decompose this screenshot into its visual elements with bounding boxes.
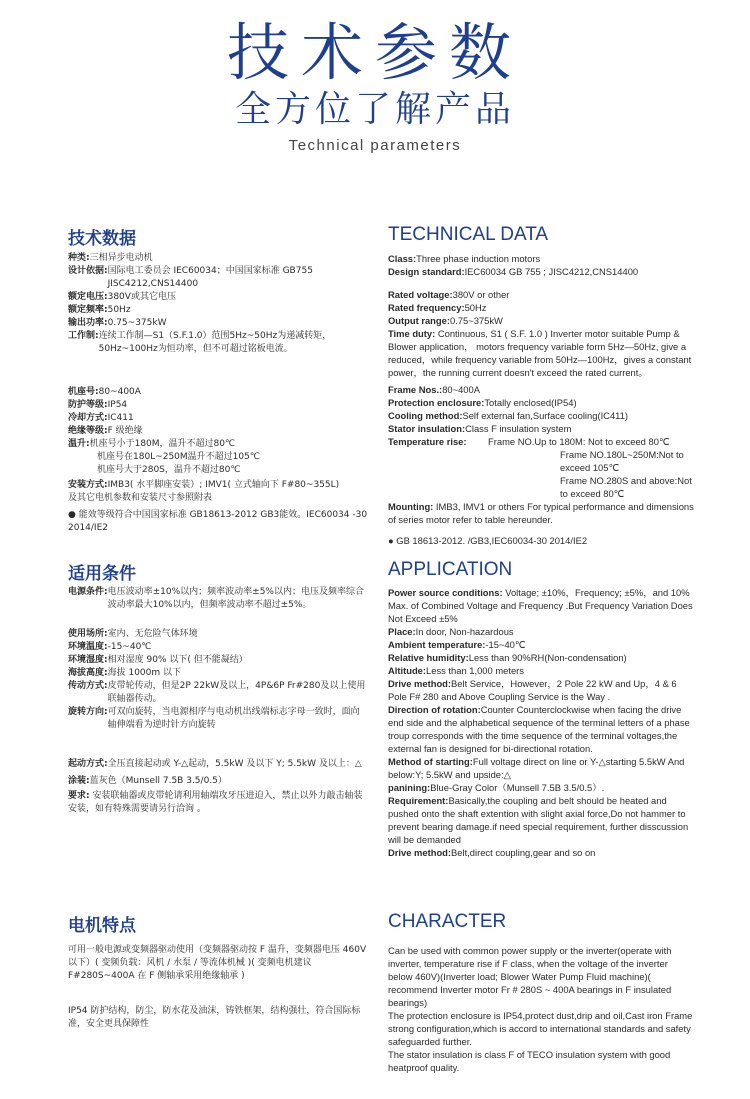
power-value-cn: 电压波动率±10%以内；频率波动率±5%以内；电压及频率综合波动率最大10%以内，但频率波动率不超过±5%。 — [107, 587, 364, 610]
require-label-cn: 要求: — [68, 791, 90, 801]
spec-value: 相对湿度 90% 以下( 但不能凝结） — [107, 655, 248, 665]
spec-row — [68, 425, 368, 438]
mounting-label-cn: 安装方式: — [68, 480, 108, 490]
spec-label: Rated voltage: — [388, 289, 453, 300]
time-duty-value: Continuous, S1 ( S.F. 1.0 ) Inverter motor suitable Pump & Blower application， motors frequency variable form 5Hz—50Hz, give a reduced，while frequency variable from 50Hz—100Hz，gives a constant power，the running current doesn't exceed the rated current。 — [388, 328, 692, 378]
spec-value: 0.75~375kW — [107, 318, 167, 328]
spec-value: Less than 90%RH(Non-condensation) — [468, 652, 627, 663]
spec-value: 国际电工委员会 IEC60034；中国国家标准 GB755 JISC4212,CNS14400 — [107, 266, 313, 289]
spec-label: 传动方式: — [68, 681, 108, 691]
spec-row — [68, 628, 368, 641]
spec-row — [68, 252, 368, 265]
paint-row-cn — [68, 775, 368, 788]
spec-row — [388, 396, 694, 409]
mounting-value-cn: IMB3( 水平脚座安装）; IMV1( 立式轴向下 F#80~355L) — [107, 480, 340, 490]
temp-rise-row-en — [388, 435, 694, 500]
spec-label: 冷却方式: — [68, 413, 108, 423]
spec-label: Frame Nos.: — [388, 384, 443, 395]
spec-value: In door, Non-hazardous — [415, 626, 514, 637]
spec-label: Output range: — [388, 315, 450, 326]
spec-value: Totally enclosed(IP54) — [484, 397, 577, 408]
spec-label: 绝缘等级: — [68, 426, 108, 436]
spec-row — [388, 781, 694, 794]
spec-label: 环境湿度: — [68, 655, 108, 665]
tech-heading-cn: 技术数据 — [68, 229, 136, 249]
spec-row — [68, 706, 368, 732]
char-cn-p2: IP54 防护结构，防尘，防水花及油沫，铸铁框架，结构强壮，符合国际标准，安全更具保障性 — [68, 1006, 361, 1029]
spec-value: Less than 1,000 meters — [426, 665, 524, 676]
temp-rise-label-en: Temperature rise: — [388, 436, 467, 447]
spec-value: Three phase induction motors — [416, 253, 541, 264]
spec-row — [388, 265, 694, 278]
spec-label: 工作制: — [68, 331, 99, 341]
spec-row — [388, 703, 694, 755]
spec-label: 种类: — [68, 253, 90, 263]
spec-row — [68, 412, 368, 425]
mounting-value-en: IMB3, IMV1 or others For typical performance and dimensions of series motor refer to table hereunder. — [388, 501, 694, 525]
spec-row — [388, 383, 694, 396]
spec-row — [68, 399, 368, 412]
spec-value: IC411 — [107, 413, 134, 423]
spec-value: 0.75~375kW — [449, 315, 503, 326]
power-en — [388, 586, 694, 625]
power-label-en: Power source conditions: — [388, 587, 503, 598]
char-heading-en: CHARACTER — [388, 911, 507, 932]
spec-label: Protection enclosure: — [388, 397, 485, 408]
spec-row — [388, 252, 694, 265]
start-value-cn: 全压直接起动或 Y-△起动，5.5kW 及以下 Y; 5.5kW 及以上：△ — [107, 759, 362, 769]
char-cn — [68, 944, 368, 1031]
char-en-p1: Can be used with common power supply or the inverter(operate with inverter, temperature rise if F class, when the voltage of the inverter below 460V)(Inverter load; Blower Water Pump Fluid machine)( recommend Inverter motor Fr # 280S ~ 400A bearings in F insulated bearings) — [388, 945, 672, 1008]
paint-label-cn: 涂装: — [68, 776, 90, 786]
spec-label: 设计依据: — [68, 266, 108, 276]
page-subtitle-en: Technical parameters — [288, 137, 462, 154]
spec-value: F 级绝缘 — [107, 426, 143, 436]
spec-row — [68, 667, 368, 680]
spec-label: 旋转方向: — [68, 707, 108, 717]
spec-row — [68, 317, 368, 330]
spec-label: 输出功率: — [68, 318, 108, 328]
tech-heading-en: TECHNICAL DATA — [388, 224, 549, 245]
spec-value: 三相异步电动机 — [89, 253, 153, 263]
spec-value: Self external fan,Surface cooling(IC411) — [462, 410, 629, 421]
power-row-cn — [68, 586, 368, 612]
spec-value: 80~400A — [98, 387, 141, 397]
char-en-p2: The protection enclosure is IP54,protect dust,drip and oil,Cast iron Frame strong configuration,which is accord to international standards and safety safeguarded further. — [388, 1010, 693, 1047]
spec-row — [68, 641, 368, 654]
char-en — [388, 944, 694, 1074]
spec-label: Design standard: — [388, 266, 465, 277]
mounting-en — [388, 500, 694, 526]
char-heading-cn: 电机特点 — [68, 916, 136, 936]
tech-data-en — [388, 252, 694, 547]
spec-row — [68, 654, 368, 667]
temp-extra-1: 机座号在180L~250M温升不超过105℃ — [97, 452, 260, 462]
mounting-row-cn — [68, 479, 368, 492]
page-title: 技术参数 — [226, 16, 523, 89]
spec-label: 额定电压: — [68, 292, 108, 302]
spec-value: -15~40℃ — [107, 642, 152, 652]
spec-row — [68, 265, 368, 291]
spec-row — [388, 755, 694, 781]
spec-label: Relative humidity: — [388, 652, 469, 663]
require-value-cn: 安装联轴器或皮带轮请利用轴端攻牙压进迫入，禁止以外力敲击轴装安装，如有特殊需要请另行洽询 。 — [68, 791, 363, 814]
spec-value: 可双向旋转，当电源相序与电动机出线端标志字母一致时，面向轴伸端看为逆时针方向旋转 — [107, 707, 360, 730]
temp-line-3: Frame NO.280S and above:Not to exceed 80℃ — [560, 475, 692, 499]
spec-label: panining: — [388, 782, 431, 793]
require-cn — [68, 790, 368, 816]
spec-value: 50Hz — [464, 302, 487, 313]
temp-line-2: Frame NO.180L~250M:Not to exceed 105℃ — [560, 449, 684, 473]
spec-label: Place: — [388, 626, 416, 637]
spec-value: Full voltage direct on line or Y-△starting 5.5kW And below:Y; 5.5kW and upside:△ — [388, 756, 685, 780]
spec-row — [68, 386, 368, 399]
spec-label: Rated frequency: — [388, 302, 465, 313]
spec-label: 机座号: — [68, 387, 99, 397]
app-en — [388, 586, 694, 859]
spec-value: 50Hz — [107, 305, 131, 315]
app-heading-en: APPLICATION — [388, 559, 513, 580]
spec-value: 连续工作制—S1（S.F.1.0）范围5Hz~50Hz为递减转矩，50Hz~100Hz为恒功率，但不可超过铭板电流。 — [98, 331, 332, 354]
spec-value: Belt,direct coupling,gear and so on — [451, 847, 596, 858]
spec-value: Belt Service，However，2 Pole 22 kW and Up，4 & 6 Pole F# 280 and Above Coupling Service is the Way . — [388, 678, 677, 702]
spec-row — [388, 314, 694, 327]
power-label-cn: 电源条件: — [68, 587, 108, 597]
spec-value: Class F insulation system — [465, 423, 572, 434]
temp-line-1: Frame NO.Up to 180M: Not to exceed 80℃ — [488, 436, 670, 447]
spec-value: IP54 — [107, 400, 128, 410]
spec-label: 海拔高度: — [68, 668, 108, 678]
tech-data-cn — [68, 252, 368, 535]
spec-row — [388, 422, 694, 435]
spec-label: Drive method: — [388, 678, 452, 689]
spec-label: Drive method: — [388, 847, 452, 858]
spec-row — [388, 625, 694, 638]
time-duty-en — [388, 327, 694, 379]
spec-row — [388, 664, 694, 677]
app-heading-cn: 适用条件 — [68, 564, 136, 584]
spec-row — [68, 291, 368, 304]
spec-value: -15~40℃ — [485, 639, 526, 650]
spec-row — [388, 638, 694, 651]
paint-value-cn: 蓝灰色（Munsell 7.5B 3.5/0.5） — [89, 776, 227, 786]
spec-row — [388, 846, 694, 859]
spec-label: 环境温度: — [68, 642, 108, 652]
spec-label: 使用场所: — [68, 629, 108, 639]
spec-label: Direction of rotation: — [388, 704, 481, 715]
spec-value: 80~400A — [442, 384, 480, 395]
spec-value: IEC60034 GB 755 ; JISC4212,CNS14400 — [464, 266, 639, 277]
spec-value: 海拔 1000m 以下 — [107, 668, 182, 678]
spec-row — [388, 794, 694, 846]
spec-row — [388, 651, 694, 664]
power-value-en: Voltage; ±10%，Frequency; ±5%，and 10% Max. of Combined Voltage and Frequency .But Frequency Variation Does Not Exceed ±5% — [388, 587, 693, 624]
spec-row — [388, 677, 694, 703]
spec-row — [388, 301, 694, 314]
page-subtitle-cn: 全方位了解产品 — [234, 89, 515, 130]
spec-row — [388, 288, 694, 301]
spec-label: Ambient temperature: — [388, 639, 486, 650]
start-row-cn — [68, 758, 368, 771]
char-en-p3: The stator insulation is class F of TECO insulation system with good heatproof quality. — [388, 1049, 671, 1073]
spec-value: 室内、无危险气体环境 — [107, 629, 198, 639]
time-duty-label: Time duty: — [388, 328, 436, 339]
spec-value: 380V or other — [452, 289, 510, 300]
spec-label: Requirement: — [388, 795, 449, 806]
spec-value: 380V或其它电压 — [107, 292, 176, 302]
efficiency-en: ● GB 18613-2012. /GB3,IEC60034-30 2014/IE2 — [388, 534, 694, 547]
spec-label: 额定频率: — [68, 305, 108, 315]
spec-label: 防护等级: — [68, 400, 108, 410]
spec-value: Counter Counterclockwise when facing the drive end side and the alphabetical sequence of the terminal letters of a phase troup corresponds with the time sequence of the terminal voltages,the external fan is designed for bi-directional rotation. — [388, 704, 690, 754]
start-label-cn: 起动方式: — [68, 759, 108, 769]
spec-value: 机座号小于180M，温升不超过80℃ — [89, 439, 236, 449]
spec-label: 温升: — [68, 439, 90, 449]
spec-label: Stator insulation: — [388, 423, 466, 434]
spec-label: Altitude: — [388, 665, 427, 676]
temp-extra-2: 机座号大于280S，温升不超过80℃ — [97, 465, 241, 475]
mounting-more-cn: 及其它电机参数和安装尺寸参照附表 — [68, 493, 213, 503]
spec-label: Class: — [388, 253, 417, 264]
char-cn-p1: 可用一般电源或变频器驱动使用（变频器驱动按 F 温升，变频器电压 460V 以下）( 变频负载：风机 / 水泵 / 等流体机械 )( 变频电机建议 F#280S~400A 在 F 侧轴承采用绝缘轴承 ) — [68, 945, 367, 981]
spec-row — [68, 330, 368, 356]
spec-row — [68, 438, 368, 451]
spec-value: Blue-Gray Color（Munsell 7.5B 3.5/0.5）. — [430, 782, 605, 793]
spec-row — [68, 304, 368, 317]
mounting-label-en: Mounting: — [388, 501, 434, 512]
spec-row — [388, 409, 694, 422]
efficiency-cn: ● 能效等级符合中国国家标准 GB18613-2012 GB3能效。IEC60034 -30 2014/IE2 — [68, 509, 368, 535]
spec-value: 皮带轮传动，但是2P 22kW及以上，4P&6P Fr#280及以上使用联轴器传动。 — [107, 681, 366, 704]
spec-value: Basically,the coupling and belt should be heated and pushed onto the shaft extention with slight axial force,Do not hammer to prevent bearing damage.if need special requirement, further disscussion will be demanded — [388, 795, 689, 845]
spec-label: Method of starting: — [388, 756, 473, 767]
spec-row — [68, 680, 368, 706]
app-cn — [68, 586, 368, 816]
spec-label: Cooling method: — [388, 410, 463, 421]
